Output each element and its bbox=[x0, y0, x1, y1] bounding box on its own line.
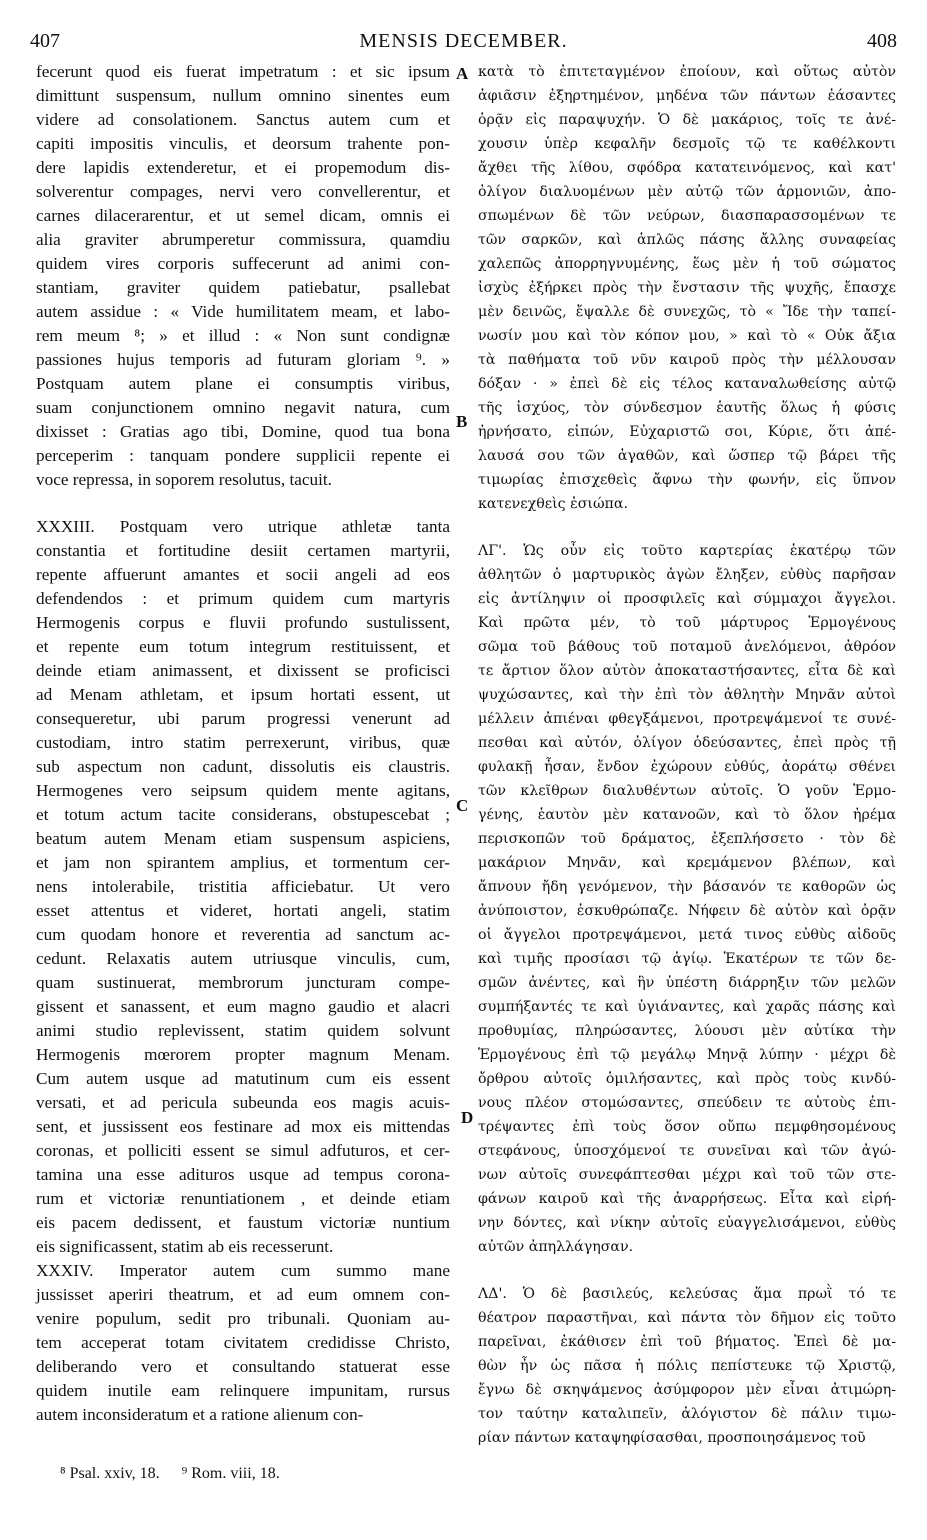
greek-text-line: ἔγνω δὲ σκηψάμενος ἀσύμφορον μὲν εἶναι ἀτιμώρη- bbox=[478, 1382, 896, 1398]
latin-text-line: passiones hujus temporis ad futuram gloriam ⁹. » bbox=[36, 350, 450, 369]
greek-text-line: παρεῖναι, ἐκάθισεν ἐπὶ τοῦ βήματος. Ἐπεὶ δὲ μα- bbox=[478, 1334, 896, 1350]
latin-text-line: rum et victoriæ renuntiationem , et deinde etiam bbox=[36, 1189, 450, 1208]
greek-text-line: ἄπνουν ἤδη γενόμενον, τὴν βάσανόν τε καθορῶν ὡς bbox=[478, 879, 896, 895]
greek-text-line: ψυχώσαντες, καὶ τὴν ἐπὶ τὸν ἀθλητὴν Μηνᾶν αὐτοὶ bbox=[478, 687, 896, 703]
footnotes bbox=[60, 1465, 298, 1483]
latin-text-line: autem assidue : « Vide humilitatem meam, et labo- bbox=[36, 302, 450, 321]
latin-text-line: Hermogenis corpus e fluvii profundo sustulissent, bbox=[36, 613, 450, 632]
greek-text-line: λαυσά σου τῶν ἀγαθῶν, καὶ ὥσπερ τῷ βάρει τῆς bbox=[478, 448, 896, 464]
footnote-9: ⁹ Rom. viii, 18. bbox=[181, 1465, 280, 1482]
greek-text-line: ἰσχὺς ἐξήρκει πρὸς τὴν ἔνστασιν τῆς ψυχῆς, ἔπασχε bbox=[478, 280, 896, 296]
greek-text-line: νην δόντες, καὶ νίκην αὐτοῖς εὐαγγελισάμενοι, εὐθὺς bbox=[478, 1215, 896, 1231]
latin-text-line: suam conjunctionem omnino negavit natura, cum bbox=[36, 398, 450, 417]
footnote-8: ⁸ Psal. xxiv, 18. bbox=[60, 1465, 160, 1482]
latin-text-line: defendendos : et primum quidem cum martyris bbox=[36, 589, 450, 608]
latin-text-line: solverentur compages, nervi vero convellerentur, et bbox=[36, 182, 450, 201]
latin-text-line: tem acceperat totam civitatem credidisse Christo, bbox=[36, 1333, 450, 1352]
latin-text-line: sent, et jussissent eos festinare ad mox eis mittendas bbox=[36, 1117, 450, 1136]
greek-text-line: χαλεπῶς ἀπορρηγνυμένης, ἕως μὲν ἡ τοῦ σώματος bbox=[478, 256, 896, 272]
greek-text-line: τῆς ἰσχύος, τὸν σύνδεσμον ἑαυτῆς ὅλως ἡ φύσις bbox=[478, 400, 896, 416]
latin-text-line: Cum autem usque ad matutinum cum eis essent bbox=[36, 1069, 450, 1088]
latin-text-line: dimittunt suspensum, nullum omnino sinentes eum bbox=[36, 86, 450, 105]
latin-text-line: XXXIV. Imperator autem cum summo mane bbox=[36, 1261, 450, 1280]
greek-text-line: μέλλειν ἀπιέναι φθεγξάμενοι, προτρεψάμενοί τε συνέ- bbox=[478, 711, 896, 727]
greek-text-line: θὼν ἦν ὡς πᾶσα ἡ πόλις πεπίστευκε τῷ Χριστῷ, bbox=[478, 1358, 896, 1374]
greek-text-line: μακάριον Μηνᾶν, καὶ κρεμάμενον βλέπων, καὶ bbox=[478, 855, 896, 871]
latin-text-line: Hermogenes vero seipsum quidem mente agitans, bbox=[36, 781, 450, 800]
greek-text-line: οἱ ἄγγελοι προτρεψάμενοι, μετά τινος εὐθὺς αἰδοῦς bbox=[478, 927, 896, 943]
latin-text-line: et repente eum totum integrum restituissent, et bbox=[36, 637, 450, 656]
greek-text-line: φάνων καιροῦ καὶ τῆς ἀναρρήσεως. Εἶτα καὶ εἰρή- bbox=[478, 1191, 896, 1207]
page-number-left: 407 bbox=[30, 30, 60, 52]
paragraph-gap bbox=[478, 516, 896, 539]
latin-text-line: dixisset : Gratias ago tibi, Domine, quod tua bona bbox=[36, 422, 450, 441]
latin-text-line: cum quodam honore et reverentia ad sanctum ac- bbox=[36, 925, 450, 944]
running-header bbox=[30, 30, 897, 60]
greek-text-line: προθυμίας, πληρώσαντες, λύουσι μὲν αὐτίκα τὴν bbox=[478, 1023, 896, 1039]
latin-text-line: animi studio replevissent, statim quidem solvunt bbox=[36, 1021, 450, 1040]
latin-text-line: versati, et ad pericula subeunda eos magis acuis- bbox=[36, 1093, 450, 1112]
latin-text-line: alia graviter abrumperetur commissura, quamdiu bbox=[36, 230, 450, 249]
latin-text-line: Hermogenis mœrorem propter magnum Menam. bbox=[36, 1045, 450, 1064]
latin-text-line: constantia et fortitudine desiit certamen martyrii, bbox=[36, 541, 450, 560]
greek-text-line: τε ἄρτιον ὅλον αὐτὸν ἀποκαταστήσαντες, εἶτα δὲ καὶ bbox=[478, 663, 896, 679]
greek-text-line: ἄχθει τῆς λίθου, σφόδρα κατατεινόμενος, καὶ κατ' bbox=[478, 160, 896, 176]
greek-text-line: τον ταύτην καταλιπεῖν, ἀλόγιστον δὲ πάλιν τιμω- bbox=[478, 1406, 896, 1422]
latin-text-line: ad Menam athletam, et ipsum hortati essent, ut bbox=[36, 685, 450, 704]
latin-text-line: sub aspectum non cadunt, dissolutis eis claustris. bbox=[36, 757, 450, 776]
latin-text-line: deliberando vero et consultando statuerat esse bbox=[36, 1357, 450, 1376]
greek-text-line: περισκοπῶν τοῦ δράματος, ἐξεπλήσσετο · τὸν δὲ bbox=[478, 831, 896, 847]
latin-text-line: tamina una esse adituros usque ad tempus corona- bbox=[36, 1165, 450, 1184]
greek-text-line: σῶμα τοῦ βάθους τοῦ ποταμοῦ ἀνελόμενοι, ἀθρόον bbox=[478, 639, 896, 655]
latin-text-line: XXXIII. Postquam vero utrique athletæ tanta bbox=[36, 517, 450, 536]
greek-text-line: τῶν σαρκῶν, καὶ ἁπλῶς πάσης ἄλλης συναφείας bbox=[478, 232, 896, 248]
greek-text-line: τρέψαντες ἐπὶ τοὺς ὅσον οὔπω πεμφθησομένους bbox=[478, 1119, 896, 1135]
latin-text-line: et jam non spirantem amplius, et tormentum cer- bbox=[36, 853, 450, 872]
greek-text-line: νους πλέον στομώσαντες, σπεύδειν τε αὐτοὺς ἐπι- bbox=[478, 1095, 896, 1111]
greek-text-line: ΛΔ'. Ὁ δὲ βασιλεύς, κελεύσας ἅμα πρωῒ τό τε bbox=[478, 1286, 896, 1302]
greek-text-line: εἰς ἀντίληψιν οἱ προσφιλεῖς καὶ σύμμαχοι ἄγγελοι. bbox=[478, 591, 896, 607]
latin-text-line: carnes dilacerarentur, et ut semel dicam, omnis ei bbox=[36, 206, 450, 225]
greek-text-line: νωσίν μου καὶ τὸν κόπον μου, » καὶ τὸ « Οὐκ ἄξια bbox=[478, 328, 896, 344]
greek-text-line: ἀνύποιστον, ἐσκυθρώπαζε. Νήφειν δὲ αὐτὸν καὶ ὁρᾷν bbox=[478, 903, 896, 919]
running-title: MENSIS DECEMBER. bbox=[359, 30, 568, 52]
section-marker-a: A bbox=[456, 64, 469, 83]
greek-text-line: νων αὐτοῖς συνεφάπτεσθαι μέχρι καὶ τοῦ τῶν στε- bbox=[478, 1167, 896, 1183]
latin-text-line: eis significassent, statim ab eis recesserunt. bbox=[36, 1237, 334, 1256]
latin-text-line: quidem vires corporis suffecerunt ad animi con- bbox=[36, 254, 450, 273]
latin-text-line: et totum actum tacite considerans, obstupescebat ; bbox=[36, 805, 450, 824]
greek-text-line: συμπήξαντές τε καὶ ὑγιάναντες, καὶ χαρᾶς πάσης καὶ bbox=[478, 999, 896, 1015]
latin-text-line: cedunt. Relaxatis autem utriusque vinculis, cum, bbox=[36, 949, 450, 968]
latin-text-line: custodiam, intro statim perrexerunt, viribus, quæ bbox=[36, 733, 450, 752]
greek-text-line: πεσθαι καὶ αὐτόν, ὀλίγον ὁδεύσαντες, ἐπεὶ πρὸς τῇ bbox=[478, 735, 896, 751]
latin-column bbox=[36, 60, 450, 1427]
greek-text-line: στεφάνους, ὑποσχόμενοί τε συνεῖναι καὶ τῶν ἀγώ- bbox=[478, 1143, 896, 1159]
greek-text-line: αὐτῶν ἀπηλλάγησαν. bbox=[478, 1239, 634, 1255]
latin-text-line: capiti impositis vinculis, et deorsum trahente pon- bbox=[36, 134, 450, 153]
greek-text-line: ἠρνήσατο, εἰπών, Εὐχαριστῶ σοι, Κύριε, ὅτι ἀπέ- bbox=[478, 424, 896, 440]
latin-text-line: fecerunt quod eis fuerat impetratum : et sic ipsum bbox=[36, 62, 450, 81]
greek-text-line: τιμωρίας ἐπισχεθεὶς ἄφνω τὴν φωνήν, εἰς ὕπνον bbox=[478, 472, 896, 488]
greek-text-line: σμῶν ἀνέντες, καὶ ἣν ὑπέστη διάρρηξιν τῶν μελῶν bbox=[478, 975, 896, 991]
latin-text-line: eis pacem dedissent, et faustum victoriæ nuntium bbox=[36, 1213, 450, 1232]
paragraph-gap bbox=[36, 492, 450, 515]
latin-text-line: jussisset aperiri theatrum, et ad eum omnem con- bbox=[36, 1285, 450, 1304]
page-number-right: 408 bbox=[867, 30, 897, 52]
latin-text-line: voce repressa, in soporem resolutus, tacuit. bbox=[36, 470, 332, 489]
section-marker-c: C bbox=[456, 796, 469, 815]
latin-text-line: quidem inutile eam relinquere impunitam, rursus bbox=[36, 1381, 450, 1400]
greek-text-line: ὄρθρου αὐτοῖς ὁμιλήσαντες, καὶ πρὸς τοὺς κινδύ- bbox=[478, 1071, 896, 1087]
greek-text-line: ὀλίγον διαλυομένων μὲν αὐτῷ τῶν ἁρμονιῶν, ἀπο- bbox=[478, 184, 896, 200]
greek-text-line: κατενεχθεὶς ἐσιώπα. bbox=[478, 496, 628, 512]
latin-text-line: venire populum, sedit pro tribunali. Quoniam au- bbox=[36, 1309, 450, 1328]
latin-text-line: nens intolerabile, tristitia afficiebatur. Ut vero bbox=[36, 877, 450, 896]
greek-text-line: τὰ παθήματα τοῦ νῦν καιροῦ πρὸς τὴν μέλλουσαν bbox=[478, 352, 896, 368]
latin-text-line: quam sustinuerat, membrorum juncturam compe- bbox=[36, 973, 450, 992]
latin-text-line: repente affuerunt amantes et socii angeli ad eos bbox=[36, 565, 450, 584]
paragraph-gap bbox=[478, 1259, 896, 1282]
greek-text-line: σπωμένων δὲ τῶν νεύρων, διασπαρασσομένων τε bbox=[478, 208, 896, 224]
latin-text-line: esset attentus et videret, hortati angeli, statim bbox=[36, 901, 450, 920]
greek-column bbox=[478, 60, 896, 1450]
latin-text-line: dere lapidis extenderetur, et ei propemodum dis- bbox=[36, 158, 450, 177]
greek-text-line: δόξαν · » ἐπεὶ δὲ εἰς τέλος καταναλωθείσης αὐτῷ bbox=[478, 376, 896, 392]
greek-text-line: Ἑρμογένους ἐπὶ τῷ μεγάλῳ Μηνᾷ λύπην · μέχρι δὲ bbox=[478, 1047, 896, 1063]
latin-text-line: Postquam autem plane ei consumptis viribus, bbox=[36, 374, 450, 393]
latin-text-line: deinde etiam animassent, et dixissent se proficisci bbox=[36, 661, 450, 680]
latin-text-line: gissent et sanassent, et eum magno gaudio et alacri bbox=[36, 997, 450, 1016]
greek-text-line: ὁρᾷν εἰς παραψυχήν. Ὁ δὲ μακάριος, τοῖς τε ἀνέ- bbox=[478, 112, 896, 128]
greek-text-line: ἀφιᾶσιν ἐξηρτημένον, μηδένα τῶν πάντων ἐάσαντες bbox=[478, 88, 896, 104]
greek-text-line: ρίαν πάντων καταψηφίσασθαι, προσποιησάμενος τοῦ bbox=[478, 1430, 866, 1446]
greek-text-line: γένης, ἑαυτὸν μὲν κατανοῶν, καὶ τὸ ὅλον ἠρέμα bbox=[478, 807, 896, 823]
greek-text-line: καὶ τιμῆς προσίασι τῷ ἁγίῳ. Ἑκατέρων τε τῶν δε- bbox=[478, 951, 896, 967]
latin-text-line: perceperim : tanquam pondere supplicii repente ei bbox=[36, 446, 450, 465]
latin-text-line: beatum autem Menam etiam suspensum aspiciens, bbox=[36, 829, 450, 848]
greek-text-line: τῶν κλεῖθρων διαλυθέντων αὐτοῖς. Ὁ γοῦν Ἑρμο- bbox=[478, 783, 896, 799]
greek-text-line: χουσιν ὑπὲρ κεφαλῆν δεσμοῖς τῷ τε καθέλκοντι bbox=[478, 136, 896, 152]
latin-text-line: autem inconsideratum et a ratione alienum con- bbox=[36, 1405, 364, 1424]
greek-text-line: ΛΓ'. Ὡς οὖν εἰς τοῦτο καρτερίας ἑκατέρῳ τῶν bbox=[478, 543, 896, 559]
latin-text-line: coronas, et polliciti essent se simul adfuturos, et cer- bbox=[36, 1141, 450, 1160]
greek-text-line: φυλακῇ ἦσαν, ἔνδον ἐχώρουν εὐθύς, ἀοράτῳ σθένει bbox=[478, 759, 896, 775]
section-marker-b: B bbox=[456, 412, 468, 431]
greek-text-line: μὲν δεινῶς, ἔψαλλε δὲ συνεχῶς, τὸ « Ἴδε τὴν ταπεί- bbox=[478, 304, 896, 320]
latin-text-line: videre ad consolationem. Sanctus autem cum et bbox=[36, 110, 450, 129]
greek-text-line: Καὶ πρῶτα μέν, τὸ τοῦ μάρτυρος Ἑρμογένους bbox=[478, 615, 896, 631]
section-marker-d: D bbox=[461, 1108, 474, 1127]
latin-text-line: consequeretur, ubi parum progressi venerunt ad bbox=[36, 709, 450, 728]
latin-text-line: rem meum ⁸; » et illud : « Non sunt condignæ bbox=[36, 326, 450, 345]
greek-text-line: κατὰ τὸ ἐπιτεταγμένον ἐποίουν, καὶ οὕτως αὐτὸν bbox=[478, 64, 896, 80]
greek-text-line: θέατρον παραστῆναι, καὶ πάντα τὸν δῆμον εἰς τοῦτο bbox=[478, 1310, 896, 1326]
latin-text-line: stantiam, graviter quidem patiebatur, psallebat bbox=[36, 278, 450, 297]
greek-text-line: ἀθλητῶν ὁ μαρτυρικὸς ἀγὼν ἔληξεν, εὐθὺς παρῆσαν bbox=[478, 567, 896, 583]
